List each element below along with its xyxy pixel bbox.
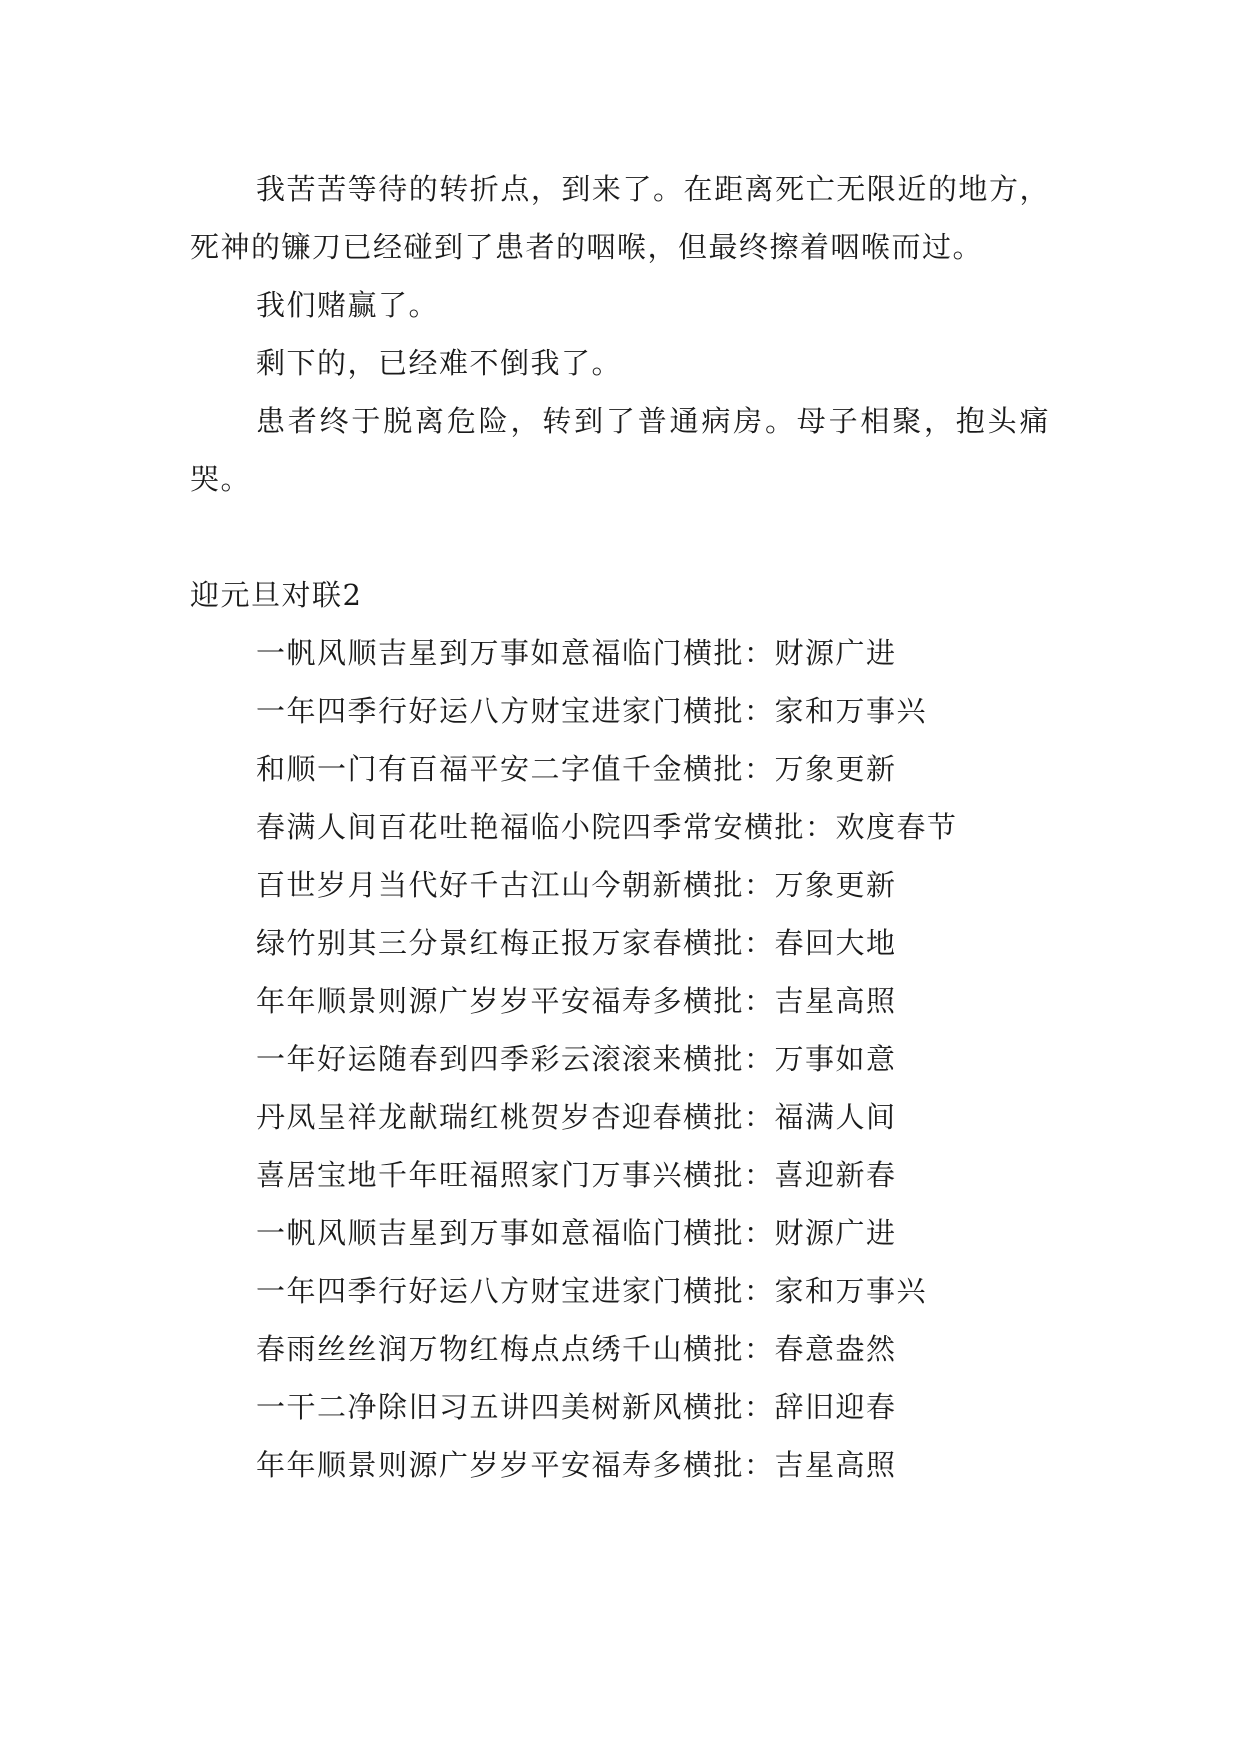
couplet-first-line: 一年好运随春到	[256, 1042, 470, 1076]
couplet-banner: 横批：欢度春节	[744, 810, 958, 844]
couplet-banner: 横批：吉星高照	[683, 1448, 897, 1482]
couplet-banner: 横批：万象更新	[683, 752, 897, 786]
paragraph-we-won: 我们赌赢了。	[256, 288, 440, 322]
couplet-row	[190, 1262, 1050, 1320]
couplet-first-line: 绿竹别其三分景	[256, 926, 470, 960]
couplet-row	[190, 740, 1050, 798]
couplet-second-line: 福照家门万事兴	[469, 1158, 684, 1192]
couplet-row	[190, 1204, 1050, 1262]
couplet-row	[190, 682, 1050, 740]
couplet-second-line: 岁岁平安福寿多	[469, 1448, 684, 1482]
couplet-banner: 横批：春意盎然	[683, 1332, 897, 1366]
couplet-row	[190, 1436, 1050, 1494]
couplet-row	[190, 972, 1050, 1030]
couplet-second-line: 万事如意福临门	[469, 1216, 684, 1250]
couplet-first-line: 一年四季行好运	[256, 1274, 470, 1308]
couplet-banner: 横批：辞旧迎春	[683, 1390, 897, 1424]
couplet-first-line: 百世岁月当代好	[256, 868, 470, 902]
couplet-first-line: 年年顺景则源广	[256, 1448, 470, 1482]
paragraph-rest: 剩下的，已经难不倒我了。	[256, 346, 623, 380]
paragraph-out-of-danger: 患者终于脱离危险，转到了普通病房。母子相聚，抱头痛哭。	[190, 404, 1050, 496]
couplet-first-line: 一干二净除旧习	[256, 1390, 470, 1424]
couplet-second-line: 平安二字值千金	[469, 752, 684, 786]
couplet-second-line: 福临小院四季常安	[500, 810, 745, 844]
couplet-banner: 横批：家和万事兴	[683, 694, 928, 728]
couplet-first-line: 年年顺景则源广	[256, 984, 470, 1018]
couplet-banner: 横批：财源广进	[683, 636, 897, 670]
couplet-second-line: 千古江山今朝新	[469, 868, 684, 902]
document-body	[190, 160, 1050, 1494]
couplet-first-line: 和顺一门有百福	[256, 752, 470, 786]
couplet-first-line: 喜居宝地千年旺	[256, 1158, 470, 1192]
couplet-row	[190, 856, 1050, 914]
couplet-list	[190, 624, 1050, 1494]
couplet-second-line: 岁岁平安福寿多	[469, 984, 684, 1018]
couplet-second-line: 红梅点点绣千山	[469, 1332, 684, 1366]
couplet-first-line: 一帆风顺吉星到	[256, 636, 470, 670]
couplet-second-line: 万事如意福临门	[469, 636, 684, 670]
couplet-first-line: 春满人间百花吐艳	[256, 810, 501, 844]
couplet-row	[190, 1088, 1050, 1146]
couplet-row	[190, 1378, 1050, 1436]
couplet-second-line: 红桃贺岁杏迎春	[469, 1100, 684, 1134]
couplet-banner: 横批：吉星高照	[683, 984, 897, 1018]
couplet-second-line: 五讲四美树新风	[469, 1390, 684, 1424]
couplet-first-line: 一年四季行好运	[256, 694, 470, 728]
couplet-banner: 横批：财源广进	[683, 1216, 897, 1250]
couplet-second-line: 四季彩云滚滚来	[469, 1042, 684, 1076]
couplet-first-line: 丹凤呈祥龙献瑞	[256, 1100, 470, 1134]
couplet-row	[190, 798, 1050, 856]
couplet-second-line: 红梅正报万家春	[469, 926, 684, 960]
couplet-banner: 横批：万象更新	[683, 868, 897, 902]
couplet-row	[190, 1030, 1050, 1088]
couplet-first-line: 春雨丝丝润万物	[256, 1332, 470, 1366]
couplet-banner: 横批：家和万事兴	[683, 1274, 928, 1308]
couplet-row	[190, 1320, 1050, 1378]
couplet-second-line: 八方财宝进家门	[469, 694, 684, 728]
couplet-row	[190, 624, 1050, 682]
couplet-row	[190, 1146, 1050, 1204]
couplet-banner: 横批：福满人间	[683, 1100, 897, 1134]
couplet-banner: 横批：万事如意	[683, 1042, 897, 1076]
couplet-second-line: 八方财宝进家门	[469, 1274, 684, 1308]
couplet-row	[190, 914, 1050, 972]
paragraph-turning-point: 我苦苦等待的转折点，到来了。在距离死亡无限近的地方，死神的镰刀已经碰到了患者的咽喉，但最终擦着咽喉而过。	[190, 172, 1050, 264]
couplet-banner: 横批：喜迎新春	[683, 1158, 897, 1192]
couplet-first-line: 一帆风顺吉星到	[256, 1216, 470, 1250]
section-title: 迎元旦对联2	[190, 578, 363, 612]
couplet-banner: 横批：春回大地	[683, 926, 897, 960]
